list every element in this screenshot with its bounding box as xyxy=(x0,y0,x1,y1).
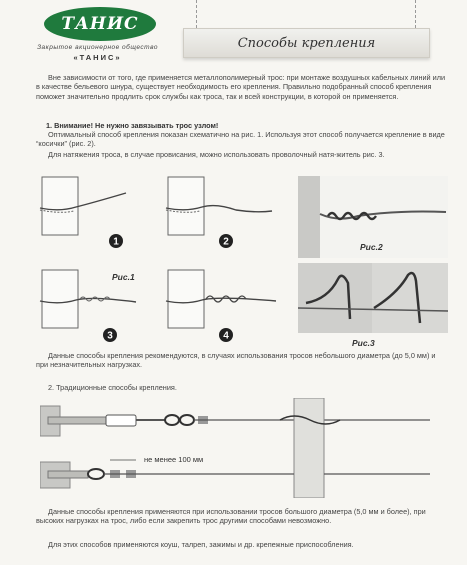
bolt-top xyxy=(48,417,108,424)
svg-text:3: 3 xyxy=(107,330,113,342)
post-3 xyxy=(42,270,78,328)
figure-2-diagram xyxy=(298,176,448,258)
step-2-marker xyxy=(219,234,233,248)
company-logo xyxy=(44,7,156,41)
turnbuckle-body xyxy=(106,415,136,426)
tension-paragraph: Для натяжения троса, в случае провисания, можно использовать проволочный натя-житель рис. 3. xyxy=(48,150,385,159)
company-type: Закрытое акционерное общество xyxy=(37,44,158,51)
warning-heading: 1. Внимание! Не нужно завязывать трос узлом! xyxy=(46,121,219,130)
svg-text:4: 4 xyxy=(223,330,229,342)
page-title: Способы крепления xyxy=(237,35,376,51)
title-signboard xyxy=(183,28,430,58)
intro-paragraph: Вне зависимости от того, где применяется металлополимерный трос: при монтаже воздушных кабельных линий или в качестве бельевого шнура, существует необходимость его крепления. Правильно подобранный способ крепления поможет значительно продлить срок службы как троса, так и всей конструкции, в которой он применяется. xyxy=(36,73,446,101)
logo-text: ТАНИС xyxy=(61,14,139,34)
thimble-2 xyxy=(180,415,194,425)
figure-2-post xyxy=(298,176,320,258)
thimble-1 xyxy=(165,415,179,425)
post-1 xyxy=(42,177,78,235)
figure-2-label: Рис.2 xyxy=(360,242,383,252)
post-4 xyxy=(168,270,204,328)
thimble-3 xyxy=(88,469,104,479)
post-right xyxy=(294,398,324,498)
traditional-diagram xyxy=(40,398,430,498)
heavy-paragraph: Данные способы крепления применяются при использовании тросов большого диаметра (5,0 мм и более), при высоких нагрузках на трос, либо если закрепить трос другими способами невозможно. xyxy=(36,507,426,526)
figure-3-label: Рис.3 xyxy=(352,338,375,348)
svg-text:2: 2 xyxy=(223,236,229,248)
step-4-marker xyxy=(219,328,233,342)
chain-right xyxy=(415,0,416,28)
figure-1-diagram xyxy=(36,175,296,345)
recommend-paragraph: Данные способы крепления рекомендуются, в случаях использования тросов небольшого диаметра (до 5,0 мм) и при незначительных нагрузках. xyxy=(36,351,436,370)
fittings-paragraph: Для этих способов применяются коуш, талреп, зажимы и др. крепежные приспособления. xyxy=(48,540,354,549)
figure-1-label: Рис.1 xyxy=(112,272,135,282)
optimal-paragraph: Оптимальный способ крепления показан схематично на рис. 1. Используя этот способ получается крепление в виде “косички” (рис. 2). xyxy=(36,130,445,149)
company-name: «ТАНИС» xyxy=(73,53,122,62)
step-1-marker xyxy=(109,234,123,248)
bolt-bottom xyxy=(48,471,88,478)
post-2 xyxy=(168,177,204,235)
min-distance-label: не менее 100 мм xyxy=(144,455,204,464)
step-3-marker xyxy=(103,328,117,342)
chain-left xyxy=(196,0,197,28)
section-2-heading: 2. Традиционные способы крепления. xyxy=(48,383,177,392)
figure-3-left-panel xyxy=(298,263,372,333)
svg-text:1: 1 xyxy=(113,236,119,248)
figure-3-diagram xyxy=(298,263,448,333)
